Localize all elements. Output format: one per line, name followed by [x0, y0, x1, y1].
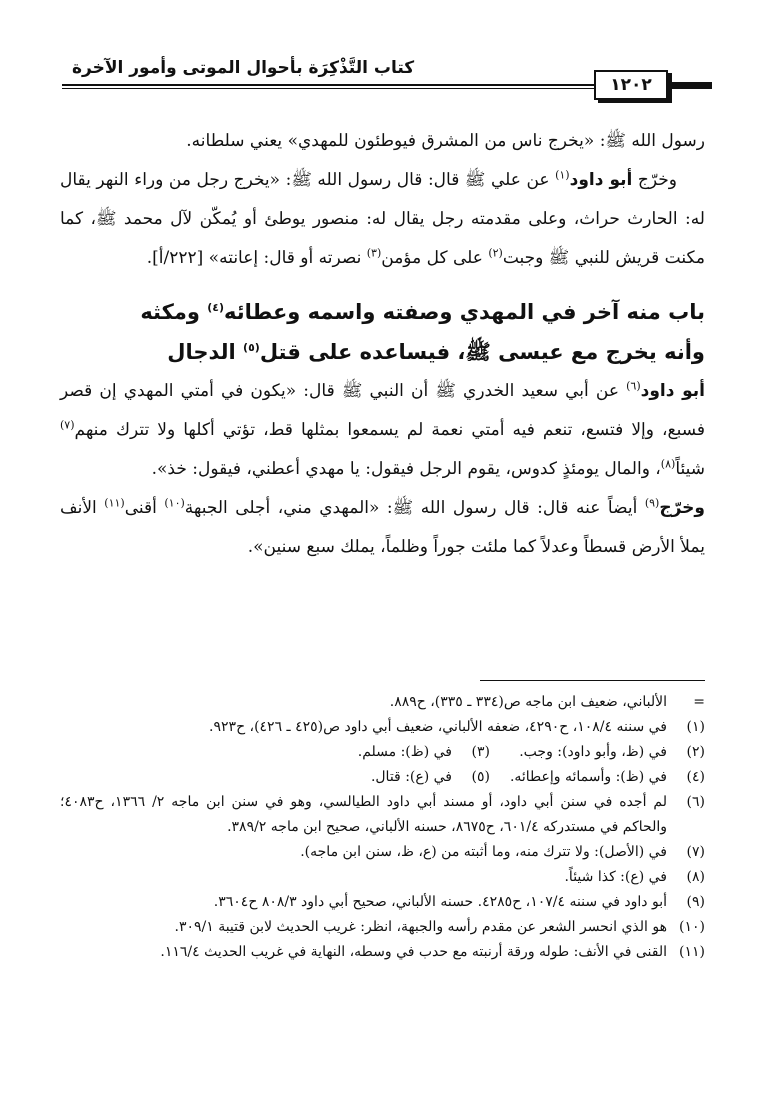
paragraph-2: [60, 161, 705, 278]
footnote-mark: (٣): [471, 744, 490, 760]
footnote-7: [60, 840, 705, 865]
footnote-text: في (ع): قتال.: [370, 769, 452, 785]
footnote-ref-5: (٥): [243, 341, 260, 354]
footnote-ref-7: (٧): [60, 418, 75, 432]
p3-text-3: ، والمال يومئذٍ كدوس، يقوم الرجل فيقول: يا مهدي أعطني، فيقول: خذ».: [151, 459, 661, 479]
footnote-text: في سننه ١٠٨/٤، ح٤٢٩٠، ضعفه الألباني، ضعيف أبي داود ص(٤٢٥ ـ ٤٢٦)، ح٩٢٣.: [209, 719, 667, 735]
p2-author: أبو داود: [569, 170, 633, 190]
footnote-3: [275, 740, 490, 765]
footnote-text: في (الأصل): ولا تترك منه، وما أثبته من (ع، ظ، سنن ابن ماجه).: [300, 844, 667, 860]
footnote-mark: (١٠): [679, 919, 705, 935]
footnote-1: [60, 715, 705, 740]
p2-text-3: نصرته أو قال: إعانته» [٢٢٢/أ].: [146, 248, 367, 268]
footnotes: [60, 690, 705, 965]
footnote-9: [60, 890, 705, 915]
heading-line-2-end: الدجال: [167, 340, 244, 364]
footnote-11: [60, 940, 705, 965]
page-number-rule: [668, 82, 712, 84]
p4-lead: وخرّج: [659, 498, 705, 518]
footnote-mark: (٤): [686, 769, 705, 785]
paragraph-1: رسول الله ﷺ: «يخرج ناس من المشرق فيوطئون للمهدي» يعني سلطانه.: [186, 131, 705, 151]
footnote-mark: (١١): [679, 944, 705, 960]
footnote-text: أبو داود في سننه ١٠٧/٤، ح٤٢٨٥. حسنه الألباني، صحيح أبي داود ٨٠٨/٣ ح٣٦٠٤.: [213, 894, 667, 910]
heading-line-2: [60, 332, 705, 372]
footnote-ref-1: (١): [555, 168, 570, 182]
page-number: ١٢٠٢: [594, 70, 668, 100]
footnote-ref-10: (١٠): [164, 496, 185, 510]
section-heading: [60, 292, 705, 372]
footnote-text: في (ظ): وأسمائه وإعطائه.: [509, 769, 667, 785]
p2-lead: وخرّج: [632, 170, 677, 190]
main-text: [60, 122, 705, 567]
footnote-text: هو الذي انحسر الشعر عن مقدم رأسه والجبهة، انظر: غريب الحديث لابن قتيبة ٣٠٩/١.: [174, 919, 667, 935]
heading-line-1-text: باب منه آخر في المهدي وصفته واسمه وعطائه: [223, 300, 705, 324]
footnote-8: [60, 865, 705, 890]
footnote-6: [60, 790, 705, 840]
paragraph-3: [60, 372, 705, 489]
p3-text: عن أبي سعيد الخدري ﷺ أن النبي ﷺ قال: «يكون في أمتي المهدي إن قصر فسبع، وإلا فتسع، تنعم فيه أمتي نعمة لم يسمعوا بمثلها قط، تؤتي أكلها ولا تترك منهم: [60, 381, 705, 440]
footnote-text: في (ظ، وأبو داود): وجب.: [519, 744, 667, 760]
footnote-2: [490, 740, 705, 765]
p4-text-3: الأنف يملأ الأرض قسطاً وعدلاً كما ملئت جوراً وظلماً، يملك سبع سنين».: [60, 498, 705, 557]
footnote-mark: (٦): [686, 794, 705, 810]
footnote-separator: [480, 680, 705, 681]
footnote-mark: (٢): [686, 744, 705, 760]
footnote-text: الألباني، ضعيف ابن ماجه ص(٣٣٤ ـ ٣٣٥)، ح٨٨٩.: [389, 694, 667, 710]
footnote-5: [275, 765, 490, 790]
footnote-ref-9: (٩): [644, 496, 660, 510]
footnote-row-4-5: [60, 765, 705, 790]
footnote-text: القنى في الأنف: طوله ورقة أرنبته مع حدب في وسطه، النهاية في غريب الحديث ١١٦/٤.: [160, 944, 667, 960]
footnote-mark: (١): [686, 719, 705, 735]
footnote-mark: =: [693, 694, 705, 710]
heading-line-1-end: ومكثه: [140, 300, 208, 324]
footnote-ref-3: (٣): [366, 246, 382, 260]
page-number-rule-lower: [668, 86, 712, 88]
footnote-ref-4: (٤): [207, 301, 224, 314]
book-title: كتاب التَّذْكِرَة بأحوال الموتى وأمور الآخرة: [72, 58, 415, 78]
p2-text: عن علي ﷺ قال: قال رسول الله ﷺ: «يخرج رجل من وراء النهر يقال له: الحارث حراث، وعلى مقدمته رجل يقال له: منصور يوطئ أو يُمكّن لآل محمد ﷺ، كما مكنت قريش للنبي ﷺ وجبت: [60, 170, 705, 268]
footnote-text: في (ظ): مسلم.: [357, 744, 452, 760]
footnote-text: لم أجده في سنن أبي داود، أو مسند أبي داود الطيالسي، وهو في سنن ابن ماجه ٢/ ١٣٦٦، ح٤٠٨٣؛ والحاكم في مستدركه ٦٠١/٤، ح٨٦٧٥، حسنه الألباني، صحيح ابن ماجه ٣٨٩/٢.: [60, 794, 667, 835]
footnote-mark: (٩): [686, 894, 705, 910]
footnote-4: [490, 765, 705, 790]
footnote-continuation: [60, 690, 705, 715]
footnote-ref-11: (١١): [104, 496, 125, 510]
footnote-text: في (ع): كذا شيئاً.: [564, 869, 667, 885]
footnote-mark: (٨): [686, 869, 705, 885]
p4-text-2: أقنى: [124, 498, 165, 518]
footnote-ref-6: (٦): [626, 379, 641, 393]
p4-text: أيضاً عنه قال: قال رسول الله ﷺ: «المهدي مني، أجلى الجبهة: [184, 498, 645, 518]
footnote-ref-2: (٢): [488, 246, 503, 260]
p3-text-2: شيئاً: [675, 459, 705, 479]
heading-line-2-text: وأنه يخرج مع عيسى ﷺ، فيساعده على قتل: [259, 340, 705, 364]
footnote-10: [60, 915, 705, 940]
footnote-row-2-3: [60, 740, 705, 765]
footnote-mark: (٧): [686, 844, 705, 860]
footnote-mark: (٥): [471, 769, 490, 785]
paragraph-4: [60, 489, 705, 567]
heading-line-1: [60, 292, 705, 332]
p2-text-2: على كل مؤمن: [381, 248, 489, 268]
footnote-ref-8: (٨): [660, 457, 676, 471]
p3-author: أبو داود: [640, 381, 705, 401]
